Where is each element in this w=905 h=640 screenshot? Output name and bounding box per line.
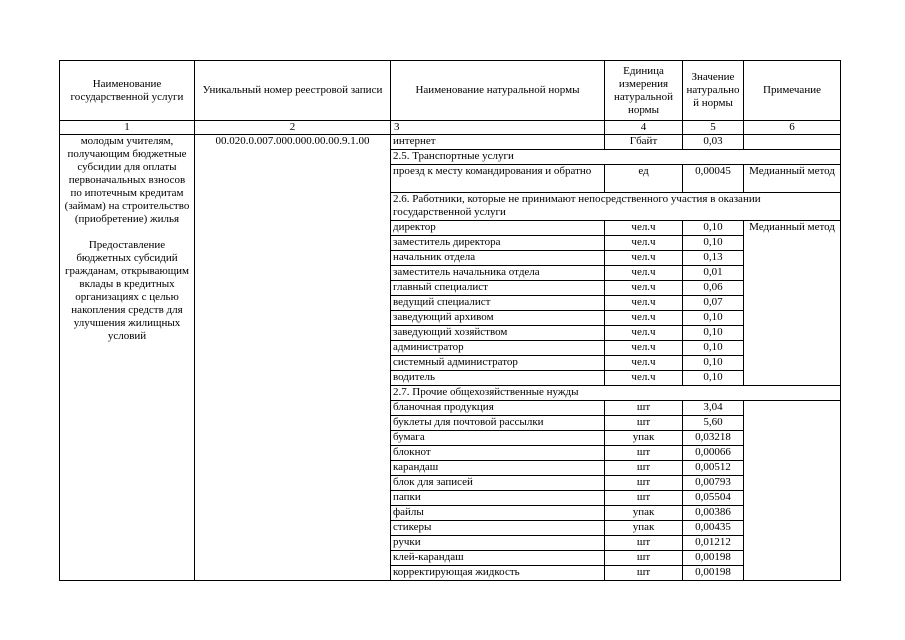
norm-value: 0,00045: [683, 165, 744, 193]
column-number: 3: [391, 121, 605, 135]
norm-unit: упак: [605, 431, 683, 446]
norm-value: 0,10: [683, 221, 744, 236]
norm-value: 0,00198: [683, 551, 744, 566]
norm-unit: чел.ч: [605, 326, 683, 341]
norm-value: 0,00066: [683, 446, 744, 461]
section-heading: 2.6. Работники, которые не принимают непосредственного участия в оказании государственной услуги: [391, 193, 841, 221]
norm-value: 0,01: [683, 266, 744, 281]
norm-name: ведущий специалист: [391, 296, 605, 311]
norm-value: 0,03218: [683, 431, 744, 446]
header-registry-number: Уникальный номер реестровой записи: [195, 61, 391, 121]
norm-unit: шт: [605, 461, 683, 476]
norm-unit: чел.ч: [605, 281, 683, 296]
norm-unit: шт: [605, 416, 683, 431]
service-name-cell: [60, 135, 195, 581]
norm-name: ручки: [391, 536, 605, 551]
norm-value: 5,60: [683, 416, 744, 431]
norm-unit: упак: [605, 506, 683, 521]
registry-number-cell: 00.020.0.007.000.000.00.00.9.1.00: [195, 135, 391, 581]
column-number: 1: [60, 121, 195, 135]
table-row: [60, 135, 841, 150]
header-service-name: Наименование государственной услуги: [60, 61, 195, 121]
norm-value: 0,07: [683, 296, 744, 311]
norm-unit: чел.ч: [605, 251, 683, 266]
section-heading: 2.7. Прочие общехозяйственные нужды: [391, 386, 841, 401]
norm-name: клей-карандаш: [391, 551, 605, 566]
norm-name: заместитель директора: [391, 236, 605, 251]
norm-name: заведующий архивом: [391, 311, 605, 326]
norm-name: водитель: [391, 371, 605, 386]
service-text: молодым учителям, получающим бюджетные субсидии для оплаты первоначальных взносов по ипотечным кредитам (займам) на строительство (приобретение) жилья: [64, 135, 190, 225]
norm-name: администратор: [391, 341, 605, 356]
norm-name: заместитель начальника отдела: [391, 266, 605, 281]
norm-name: интернет: [391, 135, 605, 150]
column-number: 4: [605, 121, 683, 135]
norm-value: 0,10: [683, 311, 744, 326]
norm-unit: чел.ч: [605, 266, 683, 281]
norm-unit: Гбайт: [605, 135, 683, 150]
norm-name: буклеты для почтовой рассылки: [391, 416, 605, 431]
header-norm-name: Наименование натуральной нормы: [391, 61, 605, 121]
norms-table: [59, 60, 841, 581]
norm-note: [744, 135, 841, 150]
norm-unit: шт: [605, 551, 683, 566]
norm-name: карандаш: [391, 461, 605, 476]
norm-value: 0,00512: [683, 461, 744, 476]
header-value: Значение натурально й нормы: [683, 61, 744, 121]
norm-value: 0,10: [683, 371, 744, 386]
norm-value: 0,10: [683, 236, 744, 251]
norm-value: 0,00386: [683, 506, 744, 521]
norm-unit: чел.ч: [605, 236, 683, 251]
norm-name: директор: [391, 221, 605, 236]
column-number: 5: [683, 121, 744, 135]
norm-name: корректирующая жидкость: [391, 566, 605, 581]
norm-name: бланочная продукция: [391, 401, 605, 416]
norm-unit: шт: [605, 536, 683, 551]
norm-name: бумага: [391, 431, 605, 446]
norm-note: Медианный метод: [744, 165, 841, 193]
column-number: 2: [195, 121, 391, 135]
norm-unit: чел.ч: [605, 296, 683, 311]
norm-name: файлы: [391, 506, 605, 521]
norm-value: 3,04: [683, 401, 744, 416]
supplies-note: [744, 401, 841, 581]
norm-value: 0,06: [683, 281, 744, 296]
column-number-row: [60, 121, 841, 135]
norm-unit: шт: [605, 476, 683, 491]
norm-unit: упак: [605, 521, 683, 536]
norm-unit: шт: [605, 491, 683, 506]
header-note: Примечание: [744, 61, 841, 121]
norm-unit: шт: [605, 566, 683, 581]
norm-unit: чел.ч: [605, 221, 683, 236]
norm-unit: чел.ч: [605, 371, 683, 386]
norm-value: 0,10: [683, 356, 744, 371]
norm-value: 0,03: [683, 135, 744, 150]
norm-value: 0,01212: [683, 536, 744, 551]
norm-unit: шт: [605, 446, 683, 461]
column-number: 6: [744, 121, 841, 135]
section-heading: 2.5. Транспортные услуги: [391, 150, 841, 165]
norm-value: 0,10: [683, 341, 744, 356]
norm-value: 0,05504: [683, 491, 744, 506]
staff-note: Медианный метод: [744, 221, 841, 386]
norm-unit: чел.ч: [605, 341, 683, 356]
norm-name: блок для записей: [391, 476, 605, 491]
header-row: [60, 61, 841, 121]
norm-value: 0,13: [683, 251, 744, 266]
header-unit: Единица измерения натуральной нормы: [605, 61, 683, 121]
norm-value: 0,00793: [683, 476, 744, 491]
norm-name: папки: [391, 491, 605, 506]
norm-unit: чел.ч: [605, 311, 683, 326]
norm-value: 0,00198: [683, 566, 744, 581]
service-text: Предоставление бюджетных субсидий гражданам, открывающим вклады в кредитных организациях с целью накопления средств для улучшения жилищных условий: [64, 239, 190, 342]
norm-value: 0,00435: [683, 521, 744, 536]
norm-unit: шт: [605, 401, 683, 416]
norm-name: заведующий хозяйством: [391, 326, 605, 341]
norm-unit: чел.ч: [605, 356, 683, 371]
norm-name: проезд к месту командирования и обратно: [391, 165, 605, 193]
norm-name: начальник отдела: [391, 251, 605, 266]
norm-name: главный специалист: [391, 281, 605, 296]
norm-value: 0,10: [683, 326, 744, 341]
norm-name: системный администратор: [391, 356, 605, 371]
norm-name: блокнот: [391, 446, 605, 461]
norm-unit: ед: [605, 165, 683, 193]
norm-name: стикеры: [391, 521, 605, 536]
